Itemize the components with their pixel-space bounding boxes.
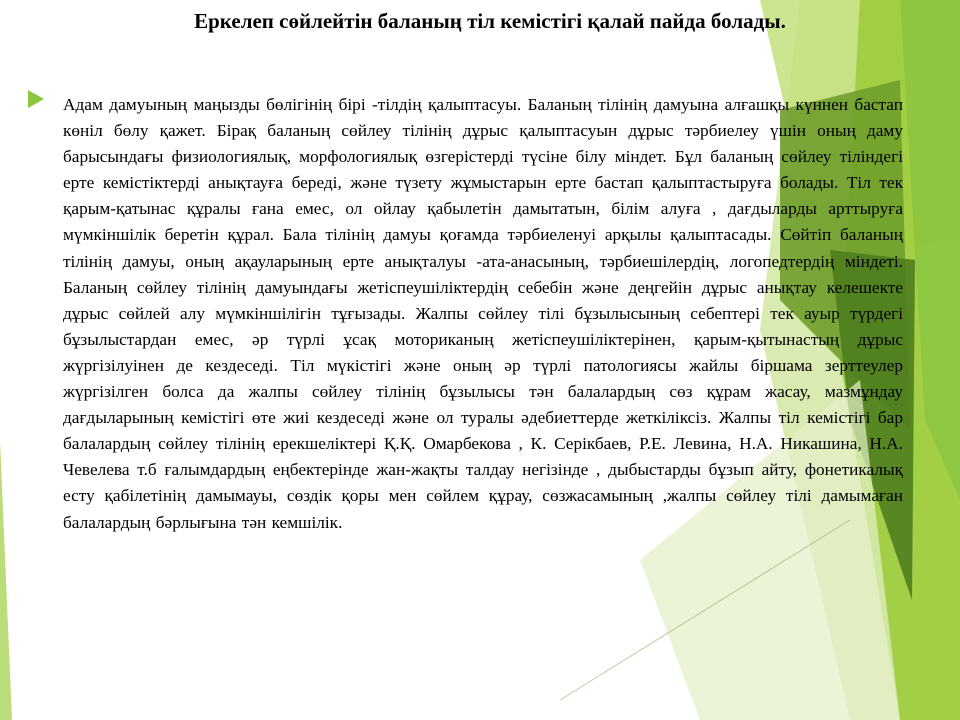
slide-title: Еркелеп сөйлейтін баланың тіл кемістігі қалай пайда болады. xyxy=(194,9,786,33)
left-edge-sliver xyxy=(0,440,12,720)
body-paragraph: Адам дамуының маңызды бөлігінің бірі -тілдің қалыптасуы. Баланың тілінің дамуына алғашқы күннен бастап көніл бөлу қажет. Бірақ баланың сөйлеу тілінің дұрыс қалыптасуын дұрыс тәрбиелеу үшін оның даму барысындағы физиологиялық, морфологиялық өзгерістерді түсіне білу міндет. Бұл баланың сөйлеу тіліндегі ерте кемістіктерді анықтауға береді, және түзету жұмыстарын ерте бастап қалыптастыруға болады. Тіл тек қарым-қатынас құралы ғана емес, ол ойлау қабылетін дамытатын, білім алуға , дағдыларды арттыруға мүмкіншілік беретін құрал. Бала тілінің дамуы қоғамда тәрбиеленуі арқылы қалыптасады. Сөйтіп баланың тілінің дамуы, оның ақауларының ерте анықталуы -ата-анасының, тәрбиешілердің, логопедтердің міндеті. Баланың сөйлеу тілінің дамуындағы жетіспеушіліктердің себебін және деңгейін дұрыс анықтау келешекте дұрыс сөйлей алу мүмкіншілігін тұғызады. Жалпы сөйлеу тілі бұзылысының себептері тек ауыр түрдегі бұзылыстардан емес, әр түрлі ұсақ моториканың жетіспеушіліктерінен, қарым-қытынастың дұрыс жүргізілуінен де кездеседі. Тіл мүкістігі және оның әр түрлі патологиясы жайлы біршама зерттеулер жүргізілген болса да жалпы сөйлеу тілінің бұзылысы тән балалардың сөз құрам жасау, мазмұндау дағдыларының кемістігі өте жиі кездеседі және ол туралы әдебиеттерде жеткіліксіз. Жалпы тіл кемістігі бар балалардың сөйлеу тілінің ерекшеліктері Қ.Қ. Омарбекова , К. Серікбаев, Р.Е. Левина, Н.А. Никашина, Н.А. Чевелева т.б ғалымдардың еңбектерінде жан-жақты талдау негізінде , дыбыстарды бұзып айту, фонетикалық есту қабілетінің дамымауы, сөздік қоры мен сөйлем құрау, сөзжасамының ,жалпы сөйлеу тілі дамымаған балалардың бәрлығына тән кемшілік. xyxy=(63,95,903,532)
bullet-arrow-icon xyxy=(28,90,44,108)
